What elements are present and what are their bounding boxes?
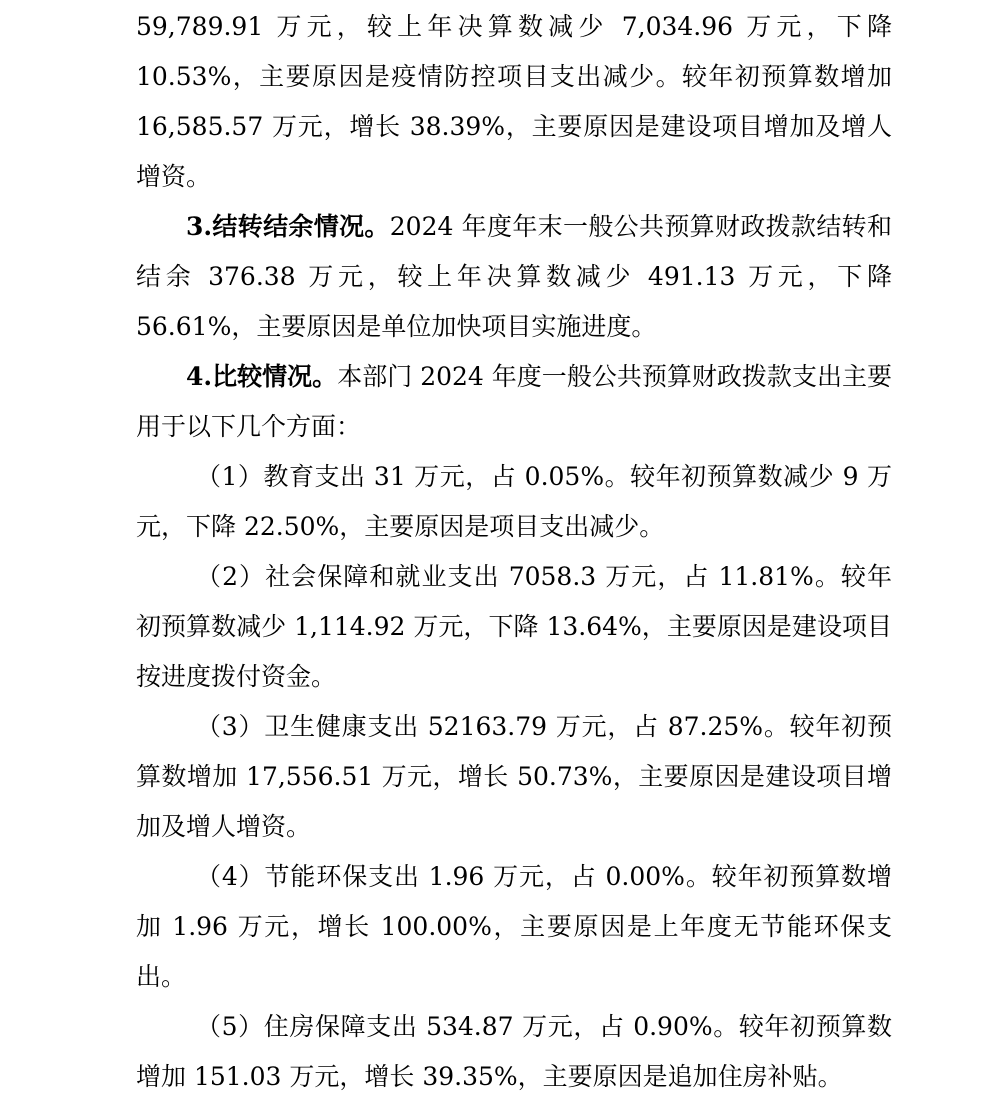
list-item-health: （3）卫生健康支出 52163.79 万元，占 87.25%。较年初预算数增加 17,556.51 万元，增长 50.73%，主要原因是建设项目增加及增人增资。 [136, 712, 892, 841]
paragraph-expenditure-summary: 59,789.91 万元，较上年决算数减少 7,034.96 万元，下降 10.53%，主要原因是疫情防控项目支出减少。较年初预算数增加 16,585.57 万元，增长 38.39%，主要原因是建设项目增加及增人增资。 [136, 12, 892, 191]
carryover-text: 2024 年度年末一般公共预算财政拨款结转和结余 376.38 万元，较上年决算数减少 491.13 万元，下降 56.61%，主要原因是单位加快项目实施进度。 [136, 212, 892, 341]
list-item-education: （1）教育支出 31 万元，占 0.05%。较年初预算数减少 9 万元，下降 22.50%，主要原因是项目支出减少。 [136, 462, 892, 541]
document-page [136, 0, 892, 1102]
section-heading-carryover: 3.结转结余情况。 [186, 212, 390, 241]
list-item-social-security: （2）社会保障和就业支出 7058.3 万元，占 11.81%。较年初预算数减少 1,114.92 万元，下降 13.64%，主要原因是建设项目按进度拨付资金。 [136, 562, 892, 691]
paragraph-carryover [136, 202, 892, 352]
section-heading-comparison: 4.比较情况。 [186, 362, 338, 391]
paragraph-comparison [136, 352, 892, 452]
list-item-housing: （5）住房保障支出 534.87 万元，占 0.90%。较年初预算数增加 151.03 万元，增长 39.35%，主要原因是追加住房补贴。 [136, 1012, 892, 1091]
comparison-text: 本部门 2024 年度一般公共预算财政拨款支出主要用于以下几个方面： [136, 362, 892, 441]
list-item-energy-environment: （4）节能环保支出 1.96 万元，占 0.00%。较年初预算数增加 1.96 万元，增长 100.00%，主要原因是上年度无节能环保支出。 [136, 862, 892, 991]
